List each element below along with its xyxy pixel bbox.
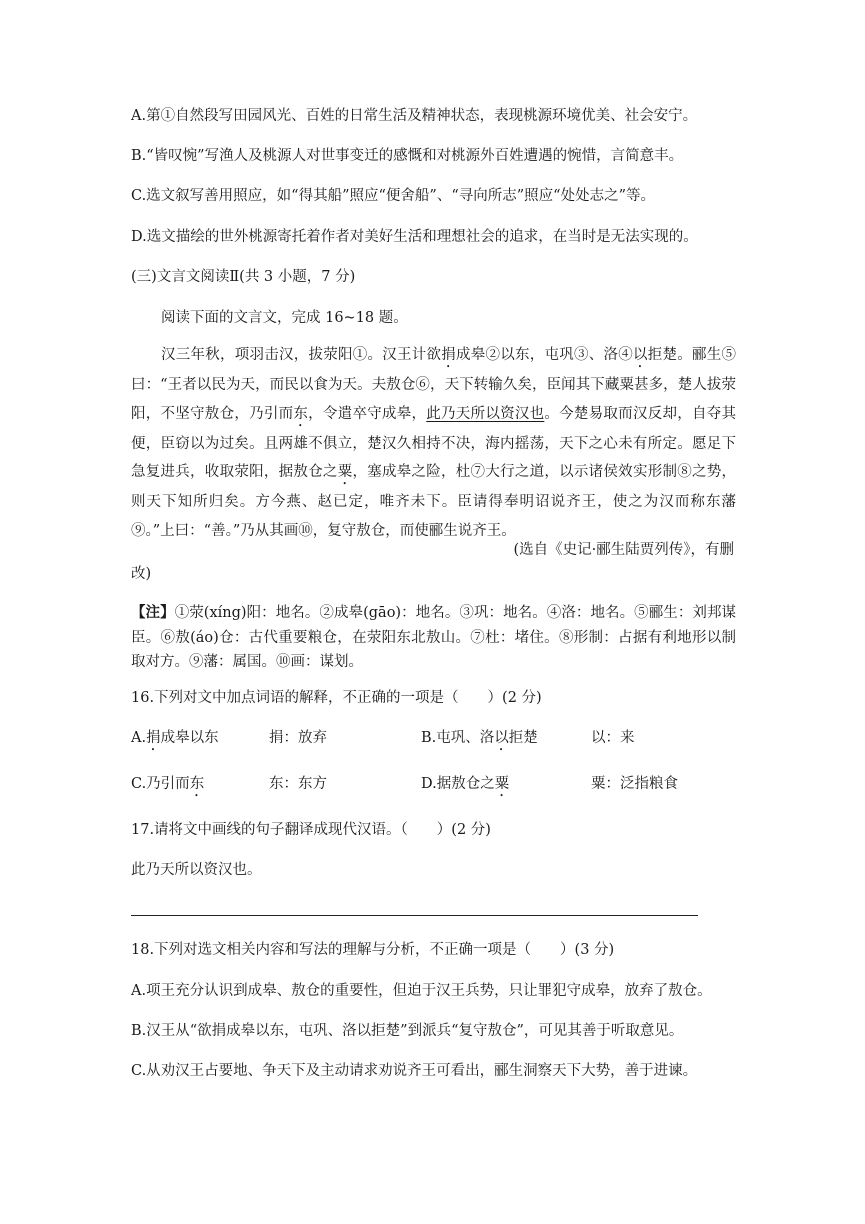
reading-instruction: 阅读下面的文言文，完成 16~18 题。 xyxy=(161,310,408,326)
q16-option-a-def: 捐：放弃 xyxy=(269,730,327,746)
dotted-word-juan: 捐 xyxy=(441,347,456,363)
underlined-sentence: 此乃天所以资汉也 xyxy=(426,405,545,422)
annotation-notes: 【注】①荥(xíng)阳：地名。②成皋(gāo)：地名。③巩：地名。④洛：地名。⑤郦生：刘邦谋臣。⑥敖(áo)仓：古代重要粮仓，在荥阳东北敖山。⑦杜：堵住。⑧形制：占据有利地形以制取对方。⑨藩：属国。⑩画：谋划。 xyxy=(131,604,737,670)
source-citation: (选自《史记·郦生陆贾列传》，有删 xyxy=(513,542,734,558)
dotted-word-yi: 以 xyxy=(633,347,648,363)
q16-option-d-def: 粟：泛指粮食 xyxy=(591,776,678,792)
q18-option-b: B.汉王从“欲捐成皋以东，屯巩、洛以拒楚”到派兵“复守敖仓”，可见其善于听取意见。 xyxy=(131,1023,684,1039)
dotted-word-su: 粟 xyxy=(337,464,353,481)
q16-option-b-def: 以：来 xyxy=(591,730,635,746)
answer-line[interactable] xyxy=(131,915,698,916)
classical-passage: 汉三年秋，项羽击汉，拔荥阳①。汉王计欲捐成皋②以东，屯巩③、洛④以拒楚。郦生⑤曰：“王者以民为天，而民以食为天。夫敖仓⑥，天下转输久矣，臣闻其下藏粟甚多，楚人拔荥阳，不坚守敖仓，乃引而东，令遣卒守成皋，此乃天所以资汉也。今楚易取而汉反却，自夺其便，臣窃以为过矣。且两雄不俱立，楚汉久相持不决，海内摇荡，天下之心未有所定。愿足下急复进兵，收取荥阳，据敖仓之粟，塞成皋之险，杜⑦大行之道，以示诸侯效实形制⑧之势，则天下知所归矣。方今燕、赵已定，唯齐未下。臣请得奉明诏说齐王，使之为汉而称东藩⑨。”上曰：“善。”乃从其画⑩，复守敖仓，而使郦生说齐王。 xyxy=(131,347,737,539)
q16-option-c: C.乃引而东 xyxy=(131,776,205,792)
q16-option-d: D.据敖仓之粟 xyxy=(421,776,510,792)
q15-option-b: B.“皆叹惋”写渔人及桃源人对世事变迁的感慨和对桃源外百姓遭遇的惋惜，言简意丰。 xyxy=(131,148,684,164)
q15-option-a: A.第①自然段写田园风光、百姓的日常生活及精神状态，表现桃源环境优美、社会安宁。 xyxy=(131,108,698,124)
q17-sentence: 此乃天所以资汉也。 xyxy=(131,862,262,878)
q17-stem: 17.请将文中画线的句子翻译成现代汉语。（ ）(2 分) xyxy=(131,822,491,838)
q18-option-a: A.项王充分认识到成皋、敖仓的重要性，但迫于汉王兵势，只让罪犯守成皋，放弃了敖仓。 xyxy=(131,983,712,999)
q16-option-b: B.屯巩、洛以拒楚 xyxy=(421,730,538,746)
q16-option-c-def: 东：东方 xyxy=(269,776,327,792)
q15-option-c: C.选文叙写善用照应，如“得其船”照应“便舍船”、“寻向所志”照应“处处志之”等。 xyxy=(131,188,655,204)
q15-option-d: D.选文描绘的世外桃源寄托着作者对美好生活和理想社会的追求，在当时是无法实现的。 xyxy=(131,229,698,245)
q18-stem: 18.下列对选文相关内容和写法的理解与分析，不正确一项是（ ）(3 分) xyxy=(131,942,615,958)
q16-stem: 16.下列对文中加点词语的解释，不正确的一项是（ ）(2 分) xyxy=(131,690,542,706)
section-heading: (三)文言文阅读Ⅱ(共 3 小题，7 分) xyxy=(131,269,356,285)
dotted-word-dong: 东 xyxy=(293,405,309,422)
q16-option-a: A.捐成皋以东 xyxy=(131,730,219,746)
source-citation-cont: 改) xyxy=(131,566,152,582)
q18-option-c: C.从劝汉王占要地、争天下及主动请求劝说齐王可看出，郦生洞察天下大势，善于进谏。 xyxy=(131,1063,698,1079)
